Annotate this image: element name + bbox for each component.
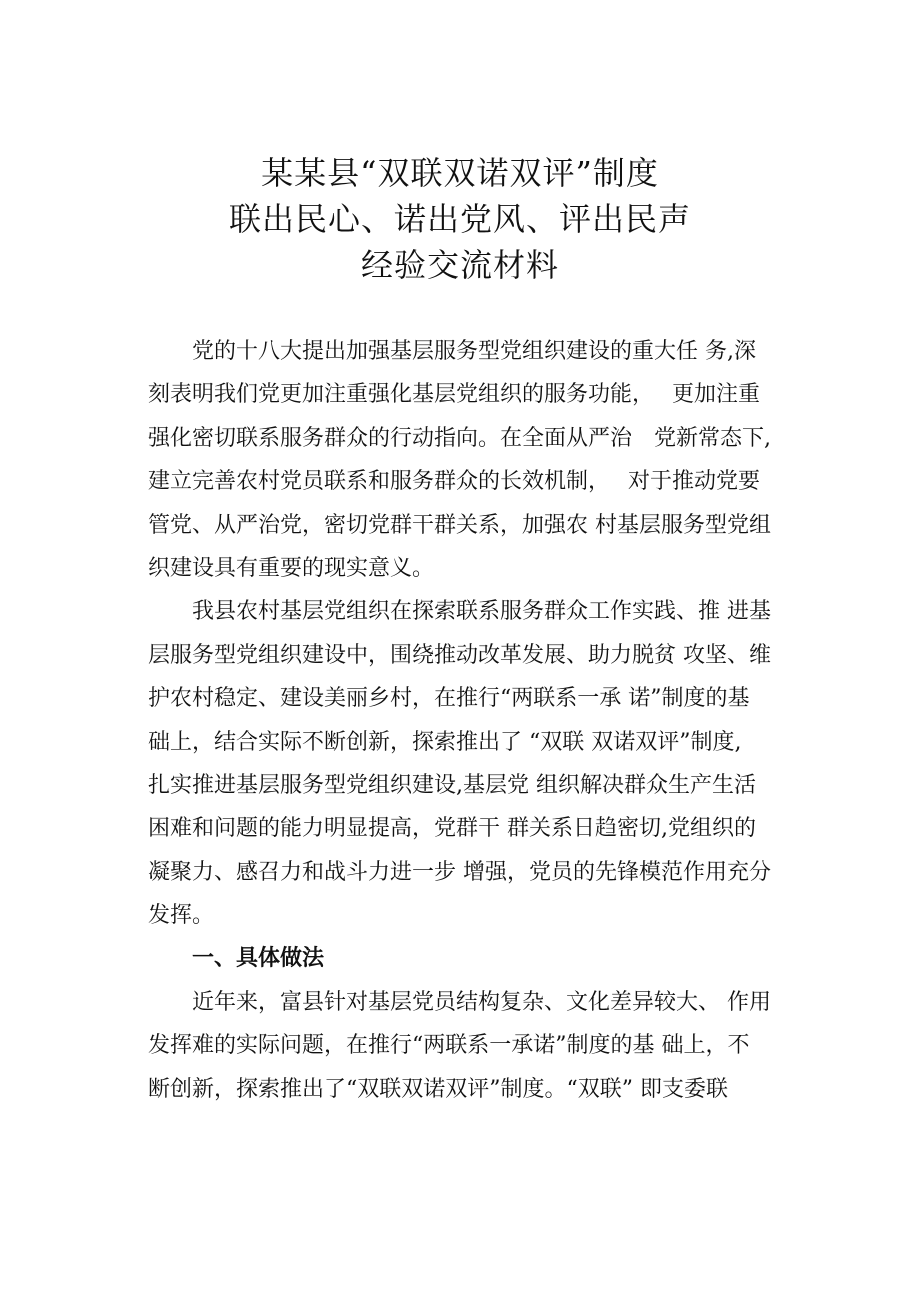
text-line: 护农村稳定、建设美丽乡村，在推行“两联系一承 诺”制度的基: [148, 686, 750, 712]
text-line: 扎实推进基层服务型党组织建设,基层党 组织解决群众生产生活: [148, 772, 756, 798]
text-line: 管党、从严治党，密切党群干群关系，加强农 村基层服务型党组: [148, 512, 771, 538]
text-line: 发挥。: [148, 903, 215, 929]
text-line: 层服务型党组织建设中，围绕推动改革发展、助力脱贫 攻坚、维: [148, 642, 771, 668]
text-line: 困难和问题的能力明显提高，党群干 群关系日趋密切,党组织的: [148, 816, 756, 842]
text-line: 近年来，富县针对基层党员结构复杂、文化差异较大、 作用: [148, 989, 771, 1015]
paragraph-3: [148, 981, 808, 1111]
text-line: 党的十八大提出加强基层服务型党组织建设的重大任 务,深: [148, 339, 756, 364]
text-line: 我县农村基层党组织在探索联系服务群众工作实践、推 进基: [148, 599, 771, 625]
title-line-2: 联出民心、诺出党风、评出民声: [228, 200, 691, 238]
text-line: 发挥难的实际问题，在推行“两联系一承诺”制度的基 础上，不: [148, 1033, 750, 1059]
document-body: [148, 330, 808, 1111]
text-line: 断创新，探索推出了“双联双诺双评”制度。“双联” 即支委联: [148, 1076, 728, 1102]
text-line: 建立完善农村党员联系和服务群众的长效机制， 对于推动党要: [148, 469, 760, 495]
text-line: 强化密切联系服务群众的行动指向。在全面从严治 党新常态下,: [148, 425, 771, 451]
document-title: [0, 150, 920, 288]
title-line-1: 某某县“双联双诺双评”制度: [261, 154, 659, 192]
title-line-3: 经验交流材料: [360, 246, 559, 284]
section-heading: 一、具体做法: [148, 946, 325, 972]
text-line: 础上，结合实际不断创新，探索推出了 “双联 双诺双评”制度,: [148, 729, 742, 755]
text-line: 刻表明我们党更加注重强化基层党组织的服务功能， 更加注重: [148, 382, 760, 408]
paragraph-1: [148, 330, 808, 590]
text-line: 凝聚力、感召力和战斗力进一步 增强，党员的先锋模范作用充分: [148, 859, 771, 885]
paragraph-2: [148, 590, 808, 937]
text-line: 织建设具有重要的现实意义。: [148, 555, 435, 581]
